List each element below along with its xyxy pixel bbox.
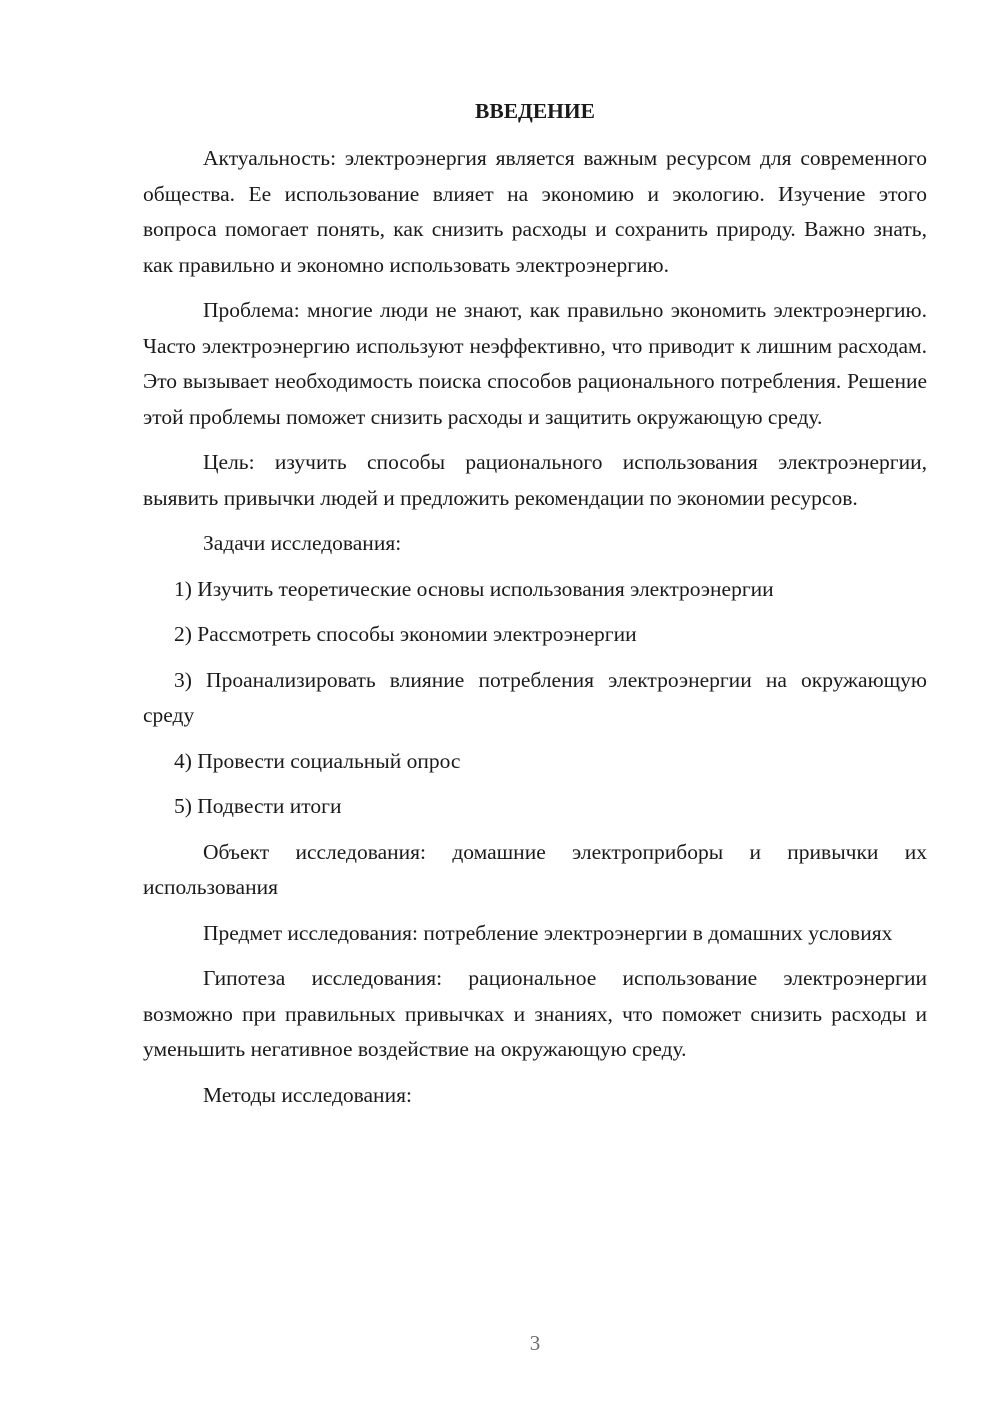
page-number: 3 (529, 1331, 541, 1355)
paragraph-problem: Проблема: многие люди не знают, как правильно экономить электроэнергию. Часто электроэнергию используют неэффективно, что приводит к лишним расходам. Это вызывает необходимость поиска способов рационального потребления. Решение этой проблемы поможет снизить расходы и защитить окружающую среду. (143, 298, 927, 429)
task-item-5: 5) Подвести итоги (174, 794, 342, 818)
task-item-3: 3) Проанализировать влияние потребления электроэнергии на окружающую среду (143, 667, 927, 727)
paragraph-subject: Предмет исследования: потребление электроэнергии в домашних условиях (203, 920, 893, 945)
paragraph-relevance: Актуальность: электроэнергия является важным ресурсом для современного общества. Ее использование влияет на экономию и экологию. Изучение этого вопроса помогает понять, как снизить расходы и сохранить природу. Важно знать, как правильно и экономно использовать электроэнергию. (143, 146, 927, 277)
task-item-1: 1) Изучить теоретические основы использования электроэнергии (174, 576, 774, 601)
task-item-4: 4) Провести социальный опрос (174, 748, 461, 773)
section-title: ВВЕДЕНИЕ (475, 99, 595, 123)
methods-heading: Методы исследования: (203, 1082, 412, 1107)
tasks-heading: Задачи исследования: (203, 531, 402, 555)
page-content (143, 94, 927, 1113)
paragraph-object: Объект исследования: домашние электроприборы и привычки их использования (143, 839, 927, 899)
task-item-2: 2) Рассмотреть способы экономии электроэнергии (174, 622, 637, 646)
paragraph-goal: Цель: изучить способы рационального использования электроэнергии, выявить привычки людей и предложить рекомендации по экономии ресурсов. (143, 450, 927, 510)
paragraph-hypothesis: Гипотеза исследования: рациональное использование электроэнергии возможно при правильных привычках и знаниях, что поможет снизить расходы и уменьшить негативное воздействие на окружающую среду. (143, 966, 927, 1061)
